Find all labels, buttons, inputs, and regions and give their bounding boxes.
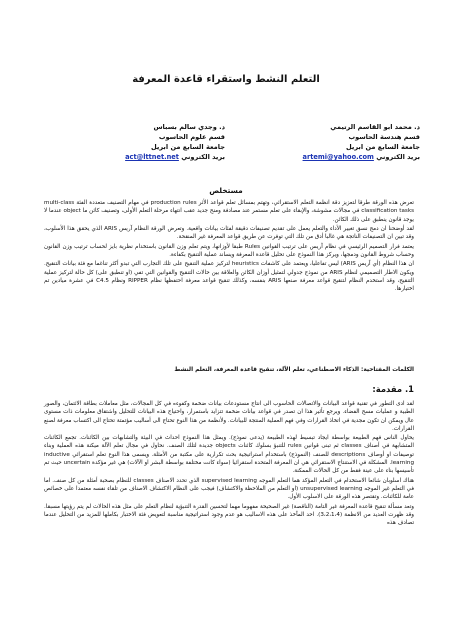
intro-paragraph: يحاول الناس فهم الطبيعة بواسطة ايجاد تبسيط لهذه الطبيعة (يدعى نموذج). ويمثل هذا النموذج احداث في البيئة والتشابهات بين الكائنات. تجمع الكائنات المتشابهة في أصناف classes ثم تبنى قوانين rules للتنبؤ بسلوك كائنات objects جديدة لتلك الصنف. نحاول في مجال تعلم الآلة ميكنة هذه العملية وبناء توصيفات او أوصاف descriptions للصنف (النموذج) باستخدام استراتيجية بحث تكرارية على مكتبة من الأمثلة. ويسمى هذا النوع تعلم استقرائي inductive learning. المشكلة في الاستنتاج الاستقرائي هي ان المعرفة المتحدة استقرائيا (سواء كانت مختلفة بواسطة البشر او الآلات) هي غير مؤكدة uncertain حيث تم تأسيسها بناء على عينة فقط من كل الحالات الممكنة. xyxy=(44,435,414,475)
intro-paragraph: هناك اسلوبان شائعا الاستخدام في التعلم المؤكد هما التعلم الموجه supervised learning الذي تحدد الاصناف classes للنظام بصحبة أمثلة من كل صنف. اما في التعلم غير الموجه unsupervised learning (او التعلم من الملاحظة والاكتشاف) فيجب على النظام الاكتشاف الاصناف من تلقاء نفسه معتمدا على خصائص عامة للكائنات. وتقتصر هذه الورقة على الاسلوب الأول. xyxy=(44,477,415,501)
author-name: د. محمد ابو القاسم الرتيمي xyxy=(330,123,420,131)
author-1 xyxy=(235,122,420,162)
author-department: قسم هندسة الحاسوب xyxy=(348,133,420,141)
author-university: جامعة السابع من ابريل xyxy=(150,143,225,151)
author-name: د. وجدي سالم بسباس xyxy=(153,123,225,131)
email-link[interactable]: act@lttnet.net xyxy=(125,153,179,161)
author-email-row xyxy=(235,152,420,162)
author-2 xyxy=(40,122,225,162)
section-number: 1. xyxy=(404,384,414,394)
intro-paragraph: وتعد مسألة تنقيح قاعدة المعرفة غير التامة (الناقصة) غير الصحيحة مفهوما مهما لتحسين القدرة التنبؤية لنظام التعلم على مثل هذه الحالات لم يتم رؤيتها مسبقا. وقد ظهرت العديد من الانظمة (3،2،1،4). احد المآخذ على هذه الاساليب هو عدم وجود استراتيجية مناسبة لتعويض فئة الاختبار بكاملها للمزيد من التحليل عندما تصادف هذه xyxy=(44,503,414,527)
intro-paragraph: لقد ادى التطور في تقنية قواعد البيانات والاتصالات الحاسوب الى انتاج مستودعات بيانات ضخمة وكفوءه في كل المجالات، مثل معاملات بطاقة الائتمان، والصور الطبية و عمليات مسح الفضاء. ويرجع تأثير هذا ان تصدر في قواعد بيانات ضخمة تتزايد باستمرار، واحتياج هذه البيانات للتحليل واشتقاق معلومات ذات مستوى عال ويمكن ان تكون مجدية في اتخاذ القرارات وفي فهم العملية المنتجة للبيانات. ولأنظمة من هذا النوع تحتاج الى أساليب مؤتمتة تحتاج الى اكتساب معرفة لصنع القرارات. xyxy=(44,401,414,432)
keywords-line: الكلمات المفتاحية: الذكاء الاصطناعي، تعلم الآلة، تنقيح قاعدة المعرفة، التعلم النشط xyxy=(174,367,414,373)
abstract-paragraph: لقد أوضحنا ان دمج نسق تغيير الأداء والتعلم يعمل على تقديم تصنيفات دقيقة لفئات بيانات واقعية. وتعرض الورقة النظام آريس ARIS الذي يحقق هذا الأسلوب، وقد تبين ان التصنيفات الناتجة هي غالبا أدق من تلك التي توفرت عن طريق قواعد المعرفة غير المنقحة. xyxy=(44,226,414,241)
email-link[interactable]: artemi@yahoo.com xyxy=(302,153,374,161)
author-university: جامعة السابع من ابريل xyxy=(345,143,420,151)
paper-title: التعلم النشط واستقراء قاعدة المعرفة xyxy=(132,74,320,85)
abstract-body xyxy=(44,199,414,295)
abstract-paragraph: ان هذا النظام (أي آريس ARIS) ليس تفاعليا، ويعتمد على كاشفات heuristics لتركيز عملية التنقيح على تلك التجارب التي تبدو أكثر تناغما مع فئة بيانات التنقيح. ويكون الاطار التصميمي لنظام ARIS من نموذج جدولي لتمثيل أوزان الكائن والعلاقة بين حالات التنقيح والقوانين التي تفي (او تنطبق على) كل حالة لتركيز عملية التنقيح، وقد استخدم النظام لتنقيح قواعد معرفة صنعها ARIS بنفسه، وكذلك تنقيح قواعد معرفة احتفظها نظام RIPPER ونظام C4.5 في عشرة ميادين تم اختيارها. xyxy=(44,261,415,293)
abstract-paragraph: تعرض هذه الورقة طرقا لتعزيز دقة انظمة التعلم الاستقرائي، وتهتم بمسائل تعلم قواعد الأثر production rules في مهام التصنيف متعددة الفئة multi-class classification tasks في مجالات مشوشة، والإبقاء على تعلم مستمر عند مصادفة ومنح جديد عقب انتهاء مرحلة التعلم الأولى، وتصنيف كائن ما object عندما لا يوجد قانون ينطبق على ذلك الكائن. xyxy=(44,200,414,223)
email-label: بريد الكتروني xyxy=(376,153,420,161)
author-department: قسم علوم الحاسوب xyxy=(158,133,225,141)
author-email-row xyxy=(40,152,225,162)
abstract-paragraph: يعتمد فرار التصميم الرئيسي في نظام آريس على ترتيب القوانين Rules طبقا لأوزانها، ويتم تعلم وزن القانون باستخدام نظرية بايز لحساب ترتيب وزن القانون وحساب شروط القانون ودمجها، ويركز هذا النموذج على تحليل قاعدة المعرفة ويساند عملية التنقيح بكفاءة. xyxy=(44,243,414,259)
introduction-body xyxy=(44,400,414,528)
abstract-heading: مستخلص xyxy=(209,186,243,195)
section-title: مقدمة: xyxy=(372,384,403,394)
section-heading xyxy=(44,384,414,394)
email-label: بريد الكتروني xyxy=(181,153,225,161)
author-block xyxy=(40,122,420,178)
